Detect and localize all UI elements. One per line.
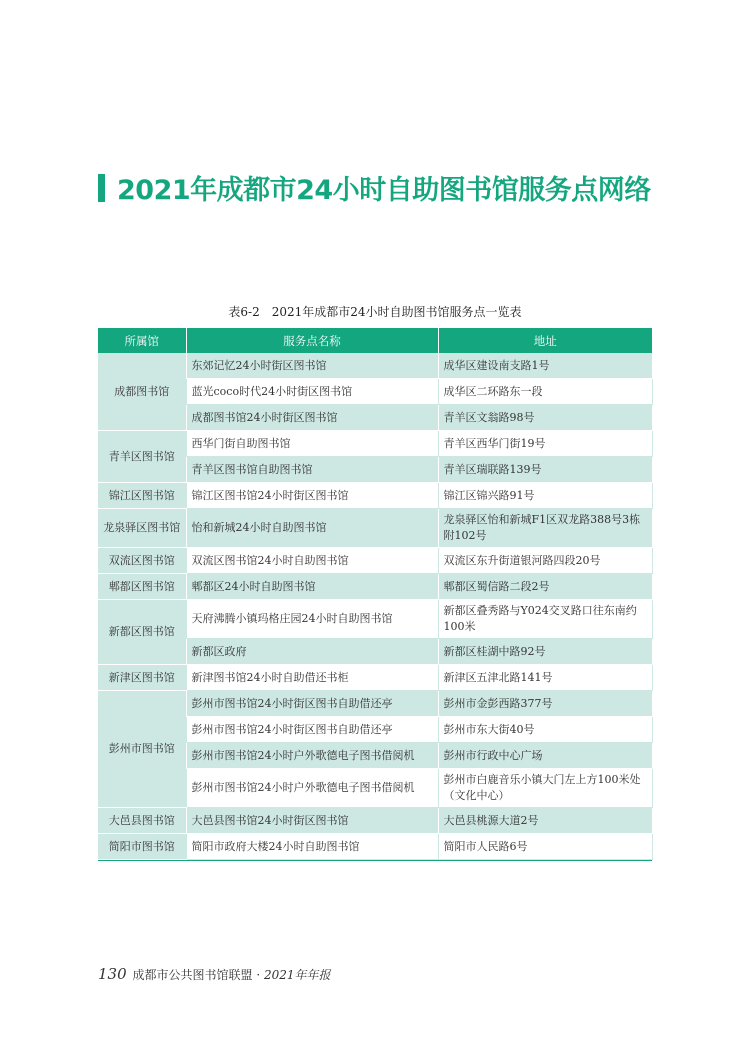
table-row — [98, 483, 652, 509]
service-point-cell: 成都图书馆24小时街区图书馆 — [186, 405, 438, 431]
library-cell: 成都图书馆 — [98, 353, 186, 431]
page-footer — [98, 965, 331, 983]
table-row — [98, 353, 652, 379]
library-cell: 新都区图书馆 — [98, 600, 186, 665]
address-cell: 彭州市东大街40号 — [438, 717, 652, 743]
table-caption: 表6-2 2021年成都市24小时自助图书馆服务点一览表 — [228, 305, 522, 319]
service-point-cell: 郫都区24小时自助图书馆 — [186, 574, 438, 600]
table-row — [98, 665, 652, 691]
library-cell: 龙泉驿区图书馆 — [98, 509, 186, 548]
address-cell: 新津区五津北路141号 — [438, 665, 652, 691]
address-cell: 新都区叠秀路与Y024交叉路口往东南约100米 — [438, 600, 652, 639]
address-cell: 大邑县桃源大道2号 — [438, 808, 652, 834]
table-header-row — [98, 328, 652, 353]
service-point-cell: 怡和新城24小时自助图书馆 — [186, 509, 438, 548]
table-row — [98, 600, 652, 639]
library-cell: 新津区图书馆 — [98, 665, 186, 691]
service-point-cell: 彭州市图书馆24小时街区图书自助借还亭 — [186, 717, 438, 743]
service-point-cell: 锦江区图书馆24小时街区图书馆 — [186, 483, 438, 509]
library-cell: 双流区图书馆 — [98, 548, 186, 574]
address-cell: 新都区桂湖中路92号 — [438, 639, 652, 665]
service-point-cell: 大邑县图书馆24小时街区图书馆 — [186, 808, 438, 834]
service-point-cell: 天府沸腾小镇玛格庄园24小时自助图书馆 — [186, 600, 438, 639]
service-point-cell: 西华门街自助图书馆 — [186, 431, 438, 457]
service-point-cell: 简阳市政府大楼24小时自助图书馆 — [186, 834, 438, 860]
header-address: 地址 — [438, 328, 652, 353]
address-cell: 双流区东升街道银河路四段20号 — [438, 548, 652, 574]
title-accent-bar — [98, 174, 105, 202]
footer-report: 2021年年报 — [263, 968, 331, 982]
table-row — [98, 808, 652, 834]
service-point-cell: 蓝光coco时代24小时街区图书馆 — [186, 379, 438, 405]
address-cell: 锦江区锦兴路91号 — [438, 483, 652, 509]
service-point-cell: 青羊区图书馆自助图书馆 — [186, 457, 438, 483]
page-title-block — [98, 168, 651, 207]
address-cell: 彭州市金彭西路377号 — [438, 691, 652, 717]
address-cell: 青羊区瑞联路139号 — [438, 457, 652, 483]
service-point-cell: 新都区政府 — [186, 639, 438, 665]
library-cell: 郫都区图书馆 — [98, 574, 186, 600]
library-cell: 彭州市图书馆 — [98, 691, 186, 808]
library-cell: 青羊区图书馆 — [98, 431, 186, 483]
table-row — [98, 548, 652, 574]
table-row — [98, 431, 652, 457]
address-cell: 青羊区文翁路98号 — [438, 405, 652, 431]
service-point-cell: 彭州市图书馆24小时街区图书自助借还亭 — [186, 691, 438, 717]
address-cell: 彭州市行政中心广场 — [438, 743, 652, 769]
library-cell: 大邑县图书馆 — [98, 808, 186, 834]
footer-organization: 成都市公共图书馆联盟 — [132, 968, 253, 982]
address-cell: 彭州市白鹿音乐小镇大门左上方100米处（文化中心） — [438, 769, 652, 808]
header-service-point: 服务点名称 — [186, 328, 438, 353]
address-cell: 成华区建设南支路1号 — [438, 353, 652, 379]
service-point-cell: 新津图书馆24小时自助借还书柜 — [186, 665, 438, 691]
header-library: 所属馆 — [98, 328, 186, 353]
library-cell: 简阳市图书馆 — [98, 834, 186, 860]
table-row — [98, 509, 652, 548]
page-number: 130 — [98, 965, 127, 983]
service-points-table — [98, 328, 653, 860]
footer-separator: · — [256, 968, 261, 982]
address-cell: 龙泉驿区怡和新城F1区双龙路388号3栋附102号 — [438, 509, 652, 548]
table-row — [98, 574, 652, 600]
service-point-cell: 彭州市图书馆24小时户外歌德电子图书借阅机 — [186, 743, 438, 769]
service-point-cell: 东郊记忆24小时街区图书馆 — [186, 353, 438, 379]
library-cell: 锦江区图书馆 — [98, 483, 186, 509]
table-bottom-rule — [98, 860, 652, 861]
address-cell: 成华区二环路东一段 — [438, 379, 652, 405]
table-row — [98, 834, 652, 860]
service-point-cell: 彭州市图书馆24小时户外歌德电子图书借阅机 — [186, 769, 438, 808]
table-row — [98, 691, 652, 717]
address-cell: 简阳市人民路6号 — [438, 834, 652, 860]
address-cell: 郫都区蜀信路二段2号 — [438, 574, 652, 600]
table-body — [98, 353, 652, 860]
address-cell: 青羊区西华门街19号 — [438, 431, 652, 457]
service-point-cell: 双流区图书馆24小时自助图书馆 — [186, 548, 438, 574]
page-title: 2021年成都市24小时自助图书馆服务点网络 — [117, 175, 651, 206]
